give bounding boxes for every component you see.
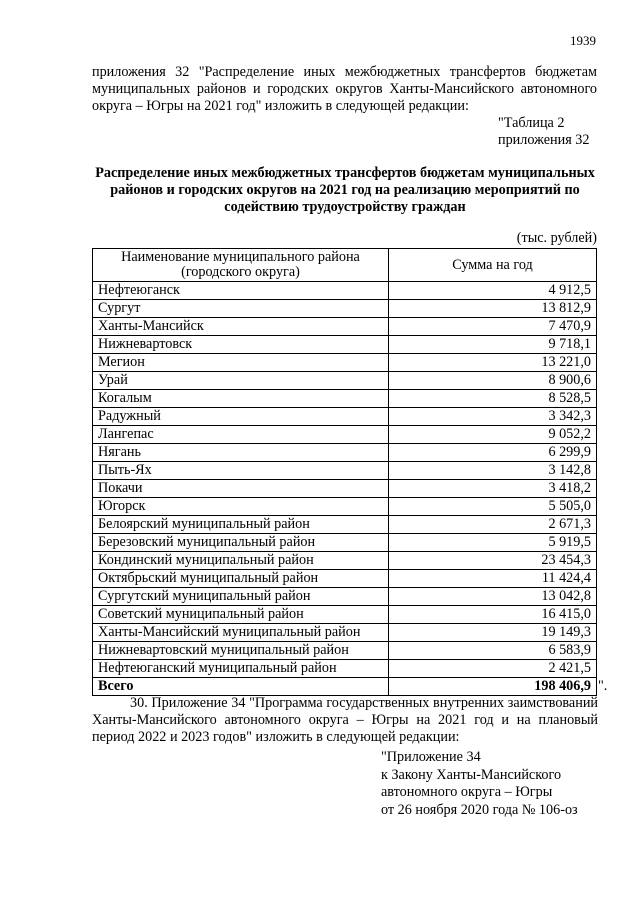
total-label: Всего: [93, 678, 389, 696]
row-name: Когалым: [93, 390, 389, 408]
row-amount: 2 421,5: [389, 660, 597, 678]
table-row: [93, 480, 597, 498]
table-tag-line1: "Таблица 2: [498, 115, 565, 131]
closing-quote: ".: [598, 678, 608, 694]
table-row: [93, 498, 597, 516]
table-row: [93, 318, 597, 336]
row-name: Ханты-Мансийск: [93, 318, 389, 336]
row-name: Сургут: [93, 300, 389, 318]
row-amount: 6 583,9: [389, 642, 597, 660]
row-amount: 3 142,8: [389, 462, 597, 480]
total-row: [93, 678, 597, 696]
row-name: Нефтеюганск: [93, 282, 389, 300]
table-body: [93, 282, 597, 696]
row-name: Радужный: [93, 408, 389, 426]
row-name: Советский муниципальный район: [93, 606, 389, 624]
appendix-line: "Приложение 34: [381, 749, 481, 765]
row-name: Березовский муниципальный район: [93, 534, 389, 552]
row-amount: 5 505,0: [389, 498, 597, 516]
table-title: Распределение иных межбюджетных трансфертов бюджетам муниципальных районов и городских округов на 2021 год на реализацию мероприятий по содействию трудоустройству граждан: [95, 165, 595, 215]
table-row: [93, 372, 597, 390]
row-amount: 3 342,3: [389, 408, 597, 426]
total-amount: 198 406,9: [389, 678, 597, 696]
row-name: Октябрьский муниципальный район: [93, 570, 389, 588]
row-amount: 16 415,0: [389, 606, 597, 624]
table-row: [93, 624, 597, 642]
header-name: Наименование муниципального района (городского округа): [93, 249, 389, 282]
paragraph-30: 30. Приложение 34 "Программа государственных внутренних заимствований Ханты-Мансийского автономного округа – Югры на 2021 год и на плановый период 2022 и 2023 годов" изложить в следующей редакции:: [92, 695, 598, 745]
transfers-table: [92, 248, 597, 696]
table-row: [93, 300, 597, 318]
row-amount: 13 042,8: [389, 588, 597, 606]
row-amount: 11 424,4: [389, 570, 597, 588]
row-amount: 8 900,6: [389, 372, 597, 390]
table-header-row: [93, 249, 597, 282]
page-number: 1939: [570, 33, 596, 48]
row-name: Нижневартовск: [93, 336, 389, 354]
table-tag-line2: приложения 32: [498, 132, 590, 148]
units-label: (тыс. рублей): [516, 230, 597, 246]
table-row: [93, 606, 597, 624]
row-name: Белоярский муниципальный район: [93, 516, 389, 534]
row-amount: 23 454,3: [389, 552, 597, 570]
row-amount: 9 718,1: [389, 336, 597, 354]
table-row: [93, 354, 597, 372]
table-row: [93, 552, 597, 570]
row-amount: 8 528,5: [389, 390, 597, 408]
intro-paragraph: приложения 32 "Распределение иных межбюджетных трансфертов бюджетам муниципальных районов и городских округов Ханты-Мансийского автономного округа – Югры на 2021 год" изложить в следующей редакции:: [92, 64, 597, 114]
row-name: Кондинский муниципальный район: [93, 552, 389, 570]
table-row: [93, 282, 597, 300]
row-name: Лангепас: [93, 426, 389, 444]
row-name: Покачи: [93, 480, 389, 498]
table-row: [93, 588, 597, 606]
row-name: Нягань: [93, 444, 389, 462]
row-amount: 5 919,5: [389, 534, 597, 552]
row-name: Нижневартовский муниципальный район: [93, 642, 389, 660]
row-amount: 4 912,5: [389, 282, 597, 300]
appendix-block: [381, 749, 578, 819]
row-name: Югорск: [93, 498, 389, 516]
table-row: [93, 642, 597, 660]
row-amount: 13 812,9: [389, 300, 597, 318]
row-name: Урай: [93, 372, 389, 390]
row-amount: 19 149,3: [389, 624, 597, 642]
table-row: [93, 426, 597, 444]
table-row: [93, 516, 597, 534]
table-row: [93, 534, 597, 552]
row-amount: 13 221,0: [389, 354, 597, 372]
row-amount: 3 418,2: [389, 480, 597, 498]
table-row: [93, 390, 597, 408]
appendix-line: автономного округа – Югры: [381, 784, 553, 800]
row-name: Ханты-Мансийский муниципальный район: [93, 624, 389, 642]
appendix-line: от 26 ноября 2020 года № 106-оз: [381, 801, 578, 818]
row-name: Сургутский муниципальный район: [93, 588, 389, 606]
row-name: Нефтеюганский муниципальный район: [93, 660, 389, 678]
table-row: [93, 408, 597, 426]
table-row: [93, 570, 597, 588]
appendix-line: к Закону Ханты-Мансийского: [381, 766, 562, 783]
row-name: Мегион: [93, 354, 389, 372]
row-amount: 7 470,9: [389, 318, 597, 336]
table-row: [93, 444, 597, 462]
table-row: [93, 336, 597, 354]
table-row: [93, 462, 597, 480]
header-amount: Сумма на год: [389, 249, 597, 282]
row-amount: 2 671,3: [389, 516, 597, 534]
row-name: Пыть-Ях: [93, 462, 389, 480]
row-amount: 6 299,9: [389, 444, 597, 462]
row-amount: 9 052,2: [389, 426, 597, 444]
table-row: [93, 660, 597, 678]
